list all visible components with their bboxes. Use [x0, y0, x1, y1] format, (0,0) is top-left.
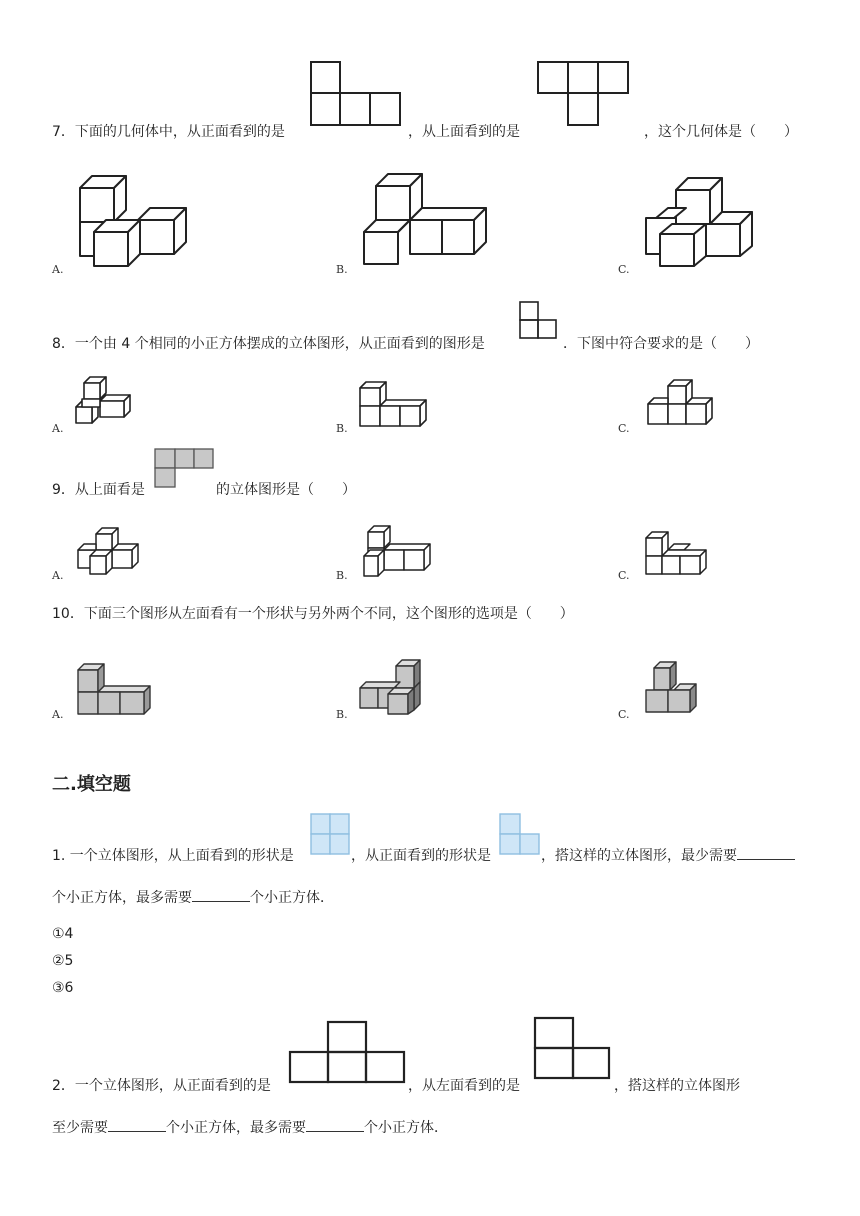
q7-option-b-cubes-icon[interactable]	[360, 172, 490, 267]
q8-option-b-cubes-icon[interactable]	[358, 380, 430, 430]
f1-stem: 1. 一个立体图形，从上面看到的形状是	[52, 848, 294, 864]
q8-option-a-cubes-icon[interactable]	[74, 374, 134, 430]
q7-option-c-label[interactable]: C.	[618, 263, 630, 276]
q8-option-a-label[interactable]: A.	[52, 422, 64, 435]
f1-front-view-icon	[499, 813, 541, 855]
f1-choice-1: ①4	[52, 926, 74, 942]
q10-option-b-cubes-icon[interactable]	[358, 658, 424, 718]
q10-option-a-label[interactable]: A.	[52, 708, 64, 721]
q10-option-b-label[interactable]: B.	[336, 708, 348, 721]
q8-stem-b: ．下图中符合要求的是（ ）	[563, 336, 759, 352]
f1-stem-c: ，搭这样的立体图形，最少需要	[541, 845, 795, 865]
f1-line2: 个小正方体，最多需要 个小正方体．	[52, 887, 334, 907]
f2-stem-c: ，搭这样的立体图形	[614, 1078, 740, 1094]
q10-stem: 10．下面三个图形从左面看有一个形状与另外两个不同，这个图形的选项是（ ）	[52, 606, 574, 622]
q7-stem: 7．下面的几何体中，从正面看到的是	[52, 124, 285, 140]
q8-option-b-label[interactable]: B.	[336, 422, 348, 435]
f2-line2: 至少需要 个小正方体，最多需要 个小正方体．	[52, 1117, 448, 1137]
q7-option-c-cubes-icon[interactable]	[644, 174, 756, 270]
q9-option-c-label[interactable]: C.	[618, 569, 630, 582]
q9-option-a-cubes-icon[interactable]	[76, 526, 142, 578]
q7-top-view-icon	[536, 60, 630, 128]
f2-stem: 2．一个立体图形，从正面看到的是	[52, 1078, 271, 1094]
f1-choice-3: ③6	[52, 980, 74, 996]
f2-front-view-icon	[288, 1020, 408, 1086]
q9-stem: 9．从上面看是	[52, 482, 145, 498]
f2-blank-2[interactable]	[306, 1117, 364, 1132]
q10-option-c-label[interactable]: C.	[618, 708, 630, 721]
f2-left-view-icon	[533, 1016, 613, 1082]
f2-stem-b: ，从左面看到的是	[408, 1078, 520, 1094]
q8-front-view-icon	[519, 301, 559, 341]
q9-option-b-cubes-icon[interactable]	[362, 524, 432, 578]
f1-choice-2: ②5	[52, 953, 74, 969]
q10-option-a-cubes-icon[interactable]	[76, 662, 154, 718]
f1-top-view-icon	[310, 813, 350, 855]
q9-option-c-cubes-icon[interactable]	[644, 530, 710, 578]
f1-blank-2[interactable]	[192, 887, 250, 902]
q8-option-c-cubes-icon[interactable]	[646, 378, 716, 430]
q9-option-b-label[interactable]: B.	[336, 569, 348, 582]
f1-stem-b: ，从正面看到的形状是	[351, 848, 491, 864]
q7-front-view-icon	[310, 60, 402, 128]
q7-option-a-cubes-icon[interactable]	[76, 172, 191, 272]
q9-stem-b: 的立体图形是（ ）	[216, 482, 356, 498]
q7-option-a-label[interactable]: A.	[52, 263, 64, 276]
q9-top-view-icon	[154, 448, 216, 490]
q8-stem: 8．一个由 4 个相同的小正方体摆成的立体图形，从正面看到的图形是	[52, 336, 485, 352]
q7-option-b-label[interactable]: B.	[336, 263, 348, 276]
q7-stem-c: ，这个几何体是（ ）	[644, 124, 798, 140]
section-title: 二.填空题	[52, 774, 131, 795]
q10-option-c-cubes-icon[interactable]	[644, 660, 700, 718]
q7-stem-b: ，从上面看到的是	[408, 124, 520, 140]
f1-blank-1[interactable]	[737, 845, 795, 860]
f2-blank-1[interactable]	[108, 1117, 166, 1132]
q8-option-c-label[interactable]: C.	[618, 422, 630, 435]
q9-option-a-label[interactable]: A.	[52, 569, 64, 582]
